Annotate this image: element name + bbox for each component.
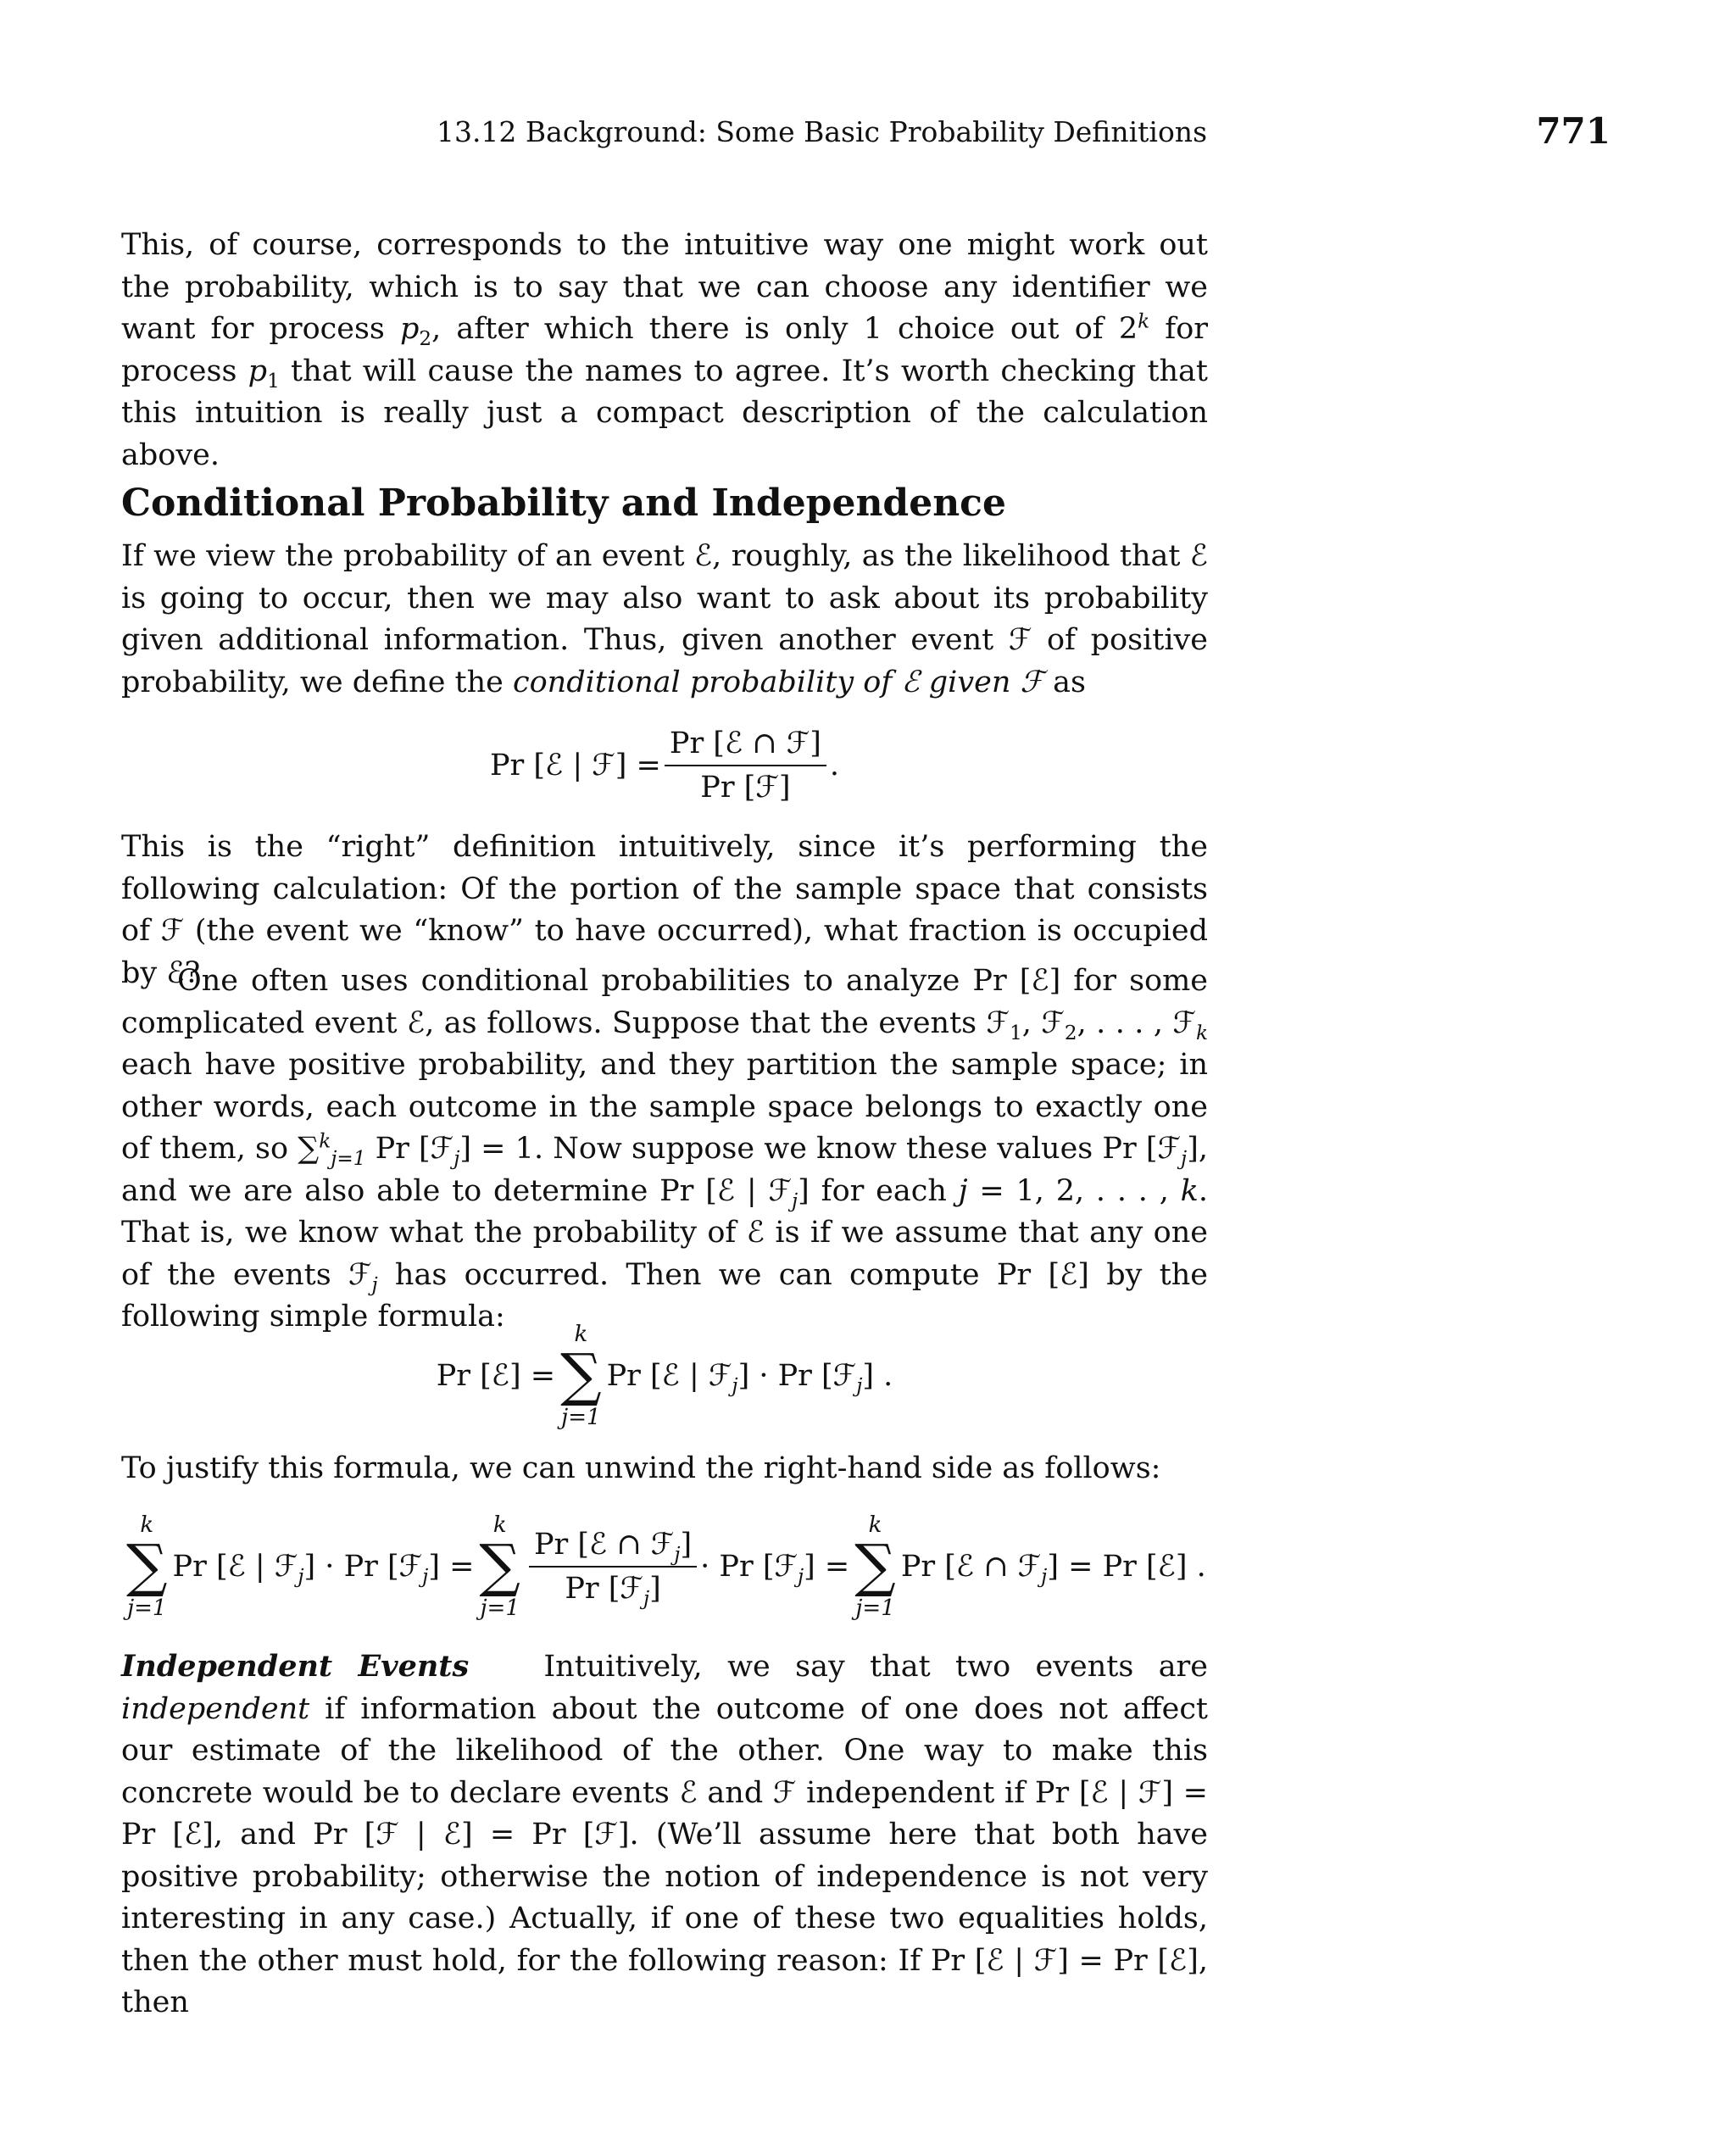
independent-events-paragraph: Independent Events Intuitively, we say that two events are independent if information about the outcome of one does not affect our estimate of the likelihood of the other. One way to make this concrete would be to declare events ℰ and ℱ independent if Pr [ℰ | ℱ] = Pr [ℰ], and Pr [ℱ | ℰ] = Pr [ℱ]. (We’ll assume here that both have positive probability; otherwise the notion of independence is not very interesting in any case.) Actually, if one of these two equalities holds, then the other must hold, for the following reason: If Pr [ℰ | ℱ] = Pr [ℰ], then: [121, 1649, 1218, 2019]
summation: k ∑ j=1: [560, 1321, 602, 1430]
defined-term: independent: [121, 1691, 310, 1726]
page-number: 771: [1536, 110, 1611, 152]
section-heading: Conditional Probability and Independence: [121, 482, 1006, 525]
paragraph-heading: Independent Events: [121, 1649, 470, 1684]
fraction: $\frac{Pr [ℰ \cap ℱ_j]}{Pr [ℱ_j]}$: [529, 1526, 697, 1607]
equation-conditional-probability: Pr [ℰ | ℱ] = $\frac{\text{Pr [ℰ ∩ ℱ]}}{\text{Pr [ℱ]}}$ .: [489, 727, 840, 805]
equation-unwind: k ∑ j=1 Pr [ℰ | ℱ$_j$] · Pr [ℱ$_j$] = k ∑ j=1 $\frac{Pr [ℰ \cap ℱ_j]}{Pr [ℱ_j]}$ · Pr [ℱ$_j$] = k ∑ j=1 Pr [ℰ ∩ ℱ$_j$] = Pr [ℰ] .: [126, 1512, 1206, 1621]
running-head: 13.12 Background: Some Basic Probability Definitions: [436, 115, 1207, 148]
equation-total-probability: Pr [ℰ] = k ∑ j=1 Pr [ℰ | ℱ$_j$] · Pr [ℱ$_j$] .: [436, 1321, 893, 1430]
fraction: $\frac{\text{Pr [ℰ ∩ ℱ]}}{\text{Pr [ℱ]}}$: [665, 725, 826, 806]
summation: k ∑ j=1: [854, 1512, 896, 1621]
summation: k ∑ j=1: [479, 1512, 520, 1621]
justify-paragraph: To justify this formula, we can unwind the right-hand side as follows:: [121, 1451, 1161, 1485]
conditional-definition-paragraph: If we view the probability of an event ℰ, roughly, as the likelihood that ℰ is going to occur, then we may also want to ask about its probability given additional information. Thus, given another event ℱ of positive probability, we define the conditional probability of ℰ given ℱ as: [121, 539, 1208, 699]
partition-paragraph: One often uses conditional probabilities to analyze Pr [ℰ] for some complicated event ℰ, as follows. Suppose that the events ℱ$_1$, ℱ$_2$, . . . , ℱ$_k$ each have positive probability, and they partition the sample space; in other words, each outcome in the sample space belongs to exactly one of them, so ∑$^k_{j=1}$ Pr [ℱ$_j$] = 1. Now suppose we know these values Pr [ℱ$_j$], and we are also able to determine Pr [ℰ | ℱ$_j$] for each j = 1, 2, . . . , k. That is, we know what the probability of ℰ is if we assume that any one of the events ℱ$_j$ has occurred. Then we can compute Pr [ℰ] by the following simple formula:: [121, 964, 1209, 1334]
defined-term: conditional probability of ℰ given ℱ: [513, 665, 1044, 699]
summation: k ∑ j=1: [126, 1512, 168, 1621]
right-definition-paragraph: This is the “right” definition intuitively, since it’s performing the following calculation: Of the portion of the sample space that consists of ℱ (the event we “know” to have occurred), what fraction is occupied by ℰ?: [121, 830, 1208, 990]
intro-paragraph: This, of course, corresponds to the intuitive way one might work out the probability, which is to say that we can choose any identifier we want for process $p_2$, after which there is only 1 choice out of 2$^k$ for process $p_1$ that will cause the names to agree. It’s worth checking that this intuition is really just a compact description of the calculation above.: [121, 228, 1209, 472]
